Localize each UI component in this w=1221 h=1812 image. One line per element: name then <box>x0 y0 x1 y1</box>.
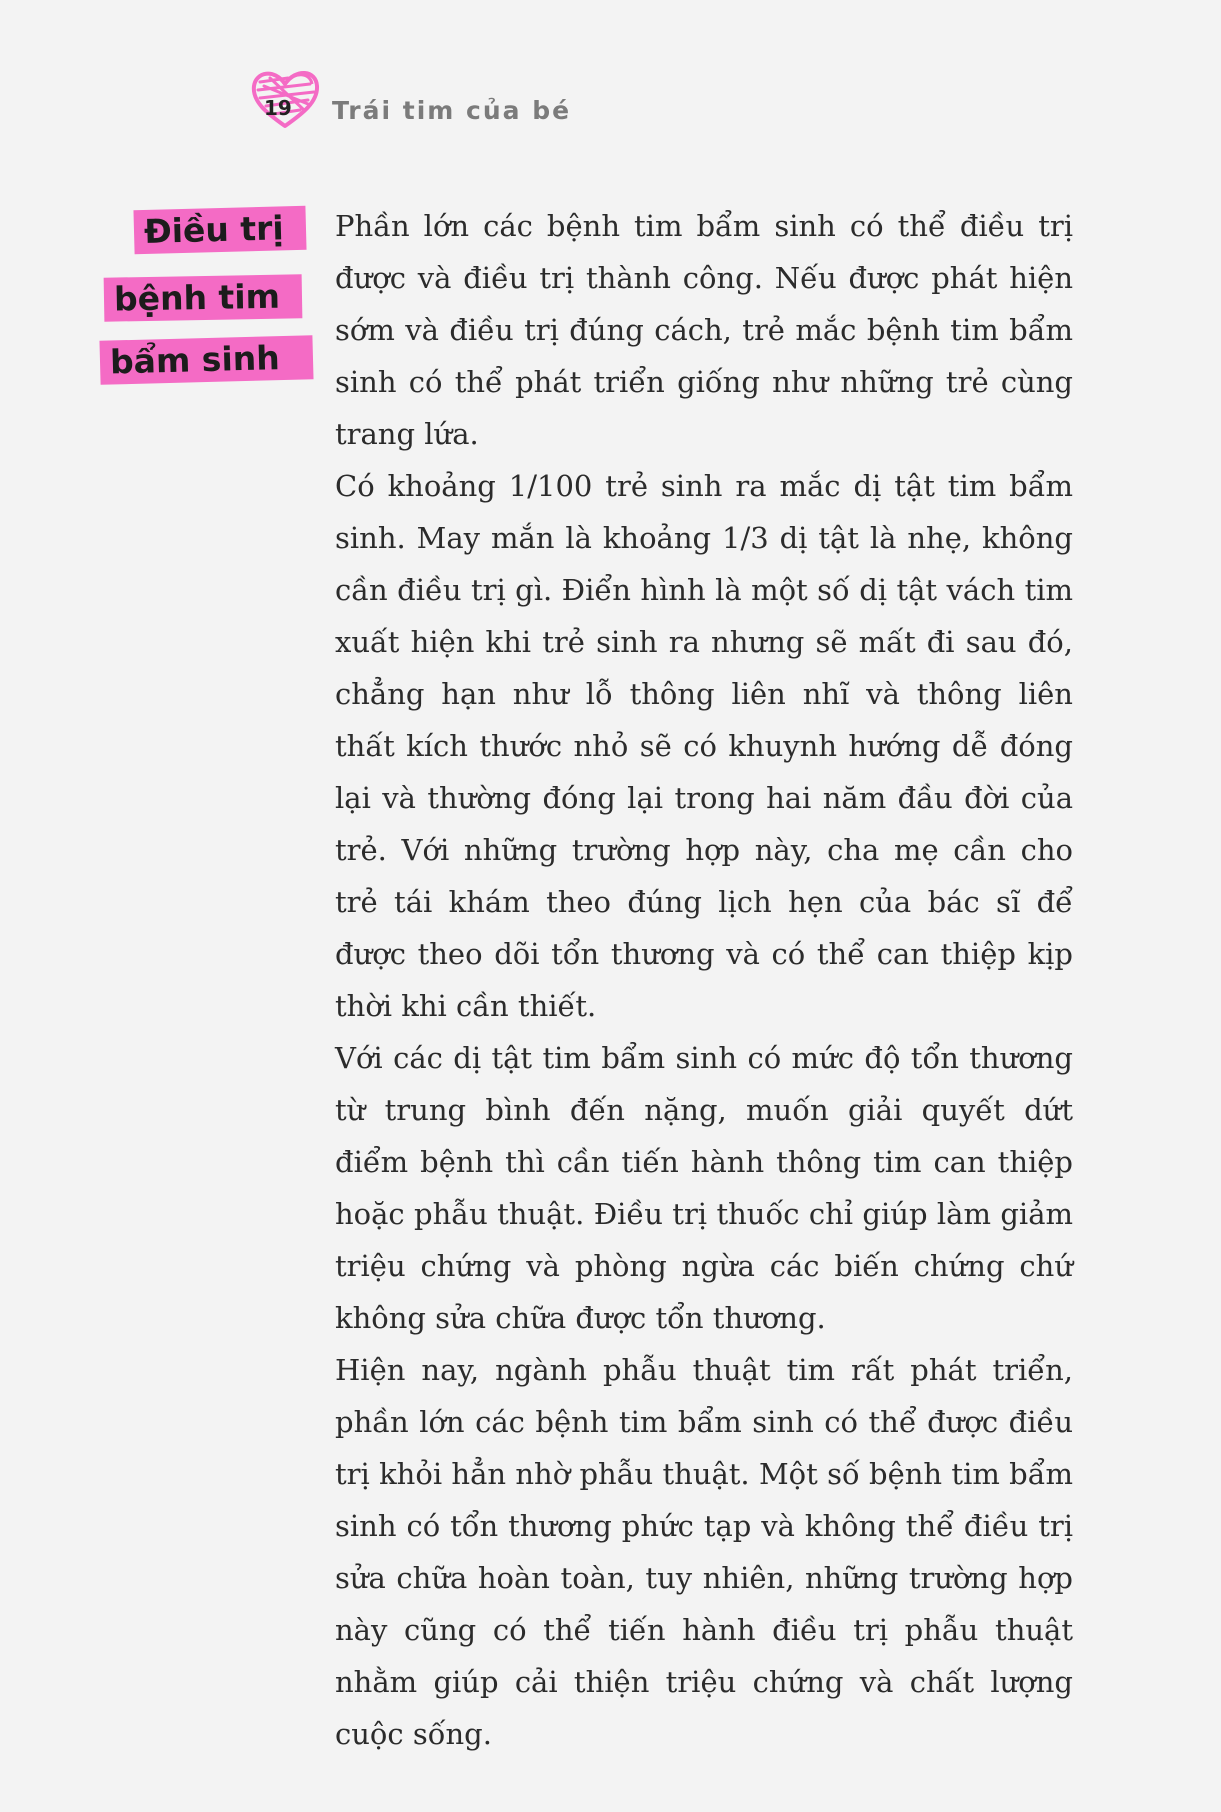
page-header <box>248 64 748 134</box>
paragraph-1: Phần lớn các bệnh tim bẩm sinh có thể điều trị được và điều trị thành công. Nếu được phát hiện sớm và điều trị đúng cách, trẻ mắc bệnh tim bẩm sinh có thể phát triển giống như những trẻ cùng trang lứa. <box>335 209 1073 451</box>
paragraph-2: Có khoảng 1/100 trẻ sinh ra mắc dị tật tim bẩm sinh. May mắn là khoảng 1/3 dị tật là nhẹ, không cần điều trị gì. Điển hình là một số dị tật vách tim xuất hiện khi trẻ sinh ra nhưng sẽ mất đi sau đó, chẳng hạn như lỗ thông liên nhĩ và thông liên thất kích thước nhỏ sẽ có khuynh hướng dễ đóng lại và thường đóng lại trong hai năm đầu đời của trẻ. Với những trường hợp này, cha mẹ cần cho trẻ tái khám theo đúng lịch hẹn của bác sĩ để được theo dõi tổn thương và có thể can thiệp kịp thời khi cần thiết. <box>335 469 1073 1023</box>
section-heading-line-2: bệnh tim <box>104 274 303 321</box>
section-heading-line-1: Điều trị <box>133 206 306 254</box>
page-number: 19 <box>264 96 292 120</box>
paragraph-3: Với các dị tật tim bẩm sinh có mức độ tổn thương từ trung bình đến nặng, muốn giải quyết dứt điểm bệnh thì cần tiến hành thông tim can thiệp hoặc phẫu thuật. Điều trị thuốc chỉ giúp làm giảm triệu chứng và phòng ngừa các biến chứng chứ không sửa chữa được tổn thương. <box>335 1041 1073 1335</box>
section-heading-line-3: bẩm sinh <box>99 335 313 385</box>
running-title: Trái tim của bé <box>332 96 572 125</box>
body-text <box>335 200 1073 1760</box>
heart-icon <box>248 64 322 134</box>
paragraph-4: Hiện nay, ngành phẫu thuật tim rất phát triển, phần lớn các bệnh tim bẩm sinh có thể được điều trị khỏi hẳn nhờ phẫu thuật. Một số bệnh tim bẩm sinh có tổn thương phức tạp và không thể điều trị sửa chữa hoàn toàn, tuy nhiên, những trường hợp này cũng có thể tiến hành điều trị phẫu thuật nhằm giúp cải thiện triệu chứng và chất lượng cuộc sống. <box>335 1353 1073 1751</box>
